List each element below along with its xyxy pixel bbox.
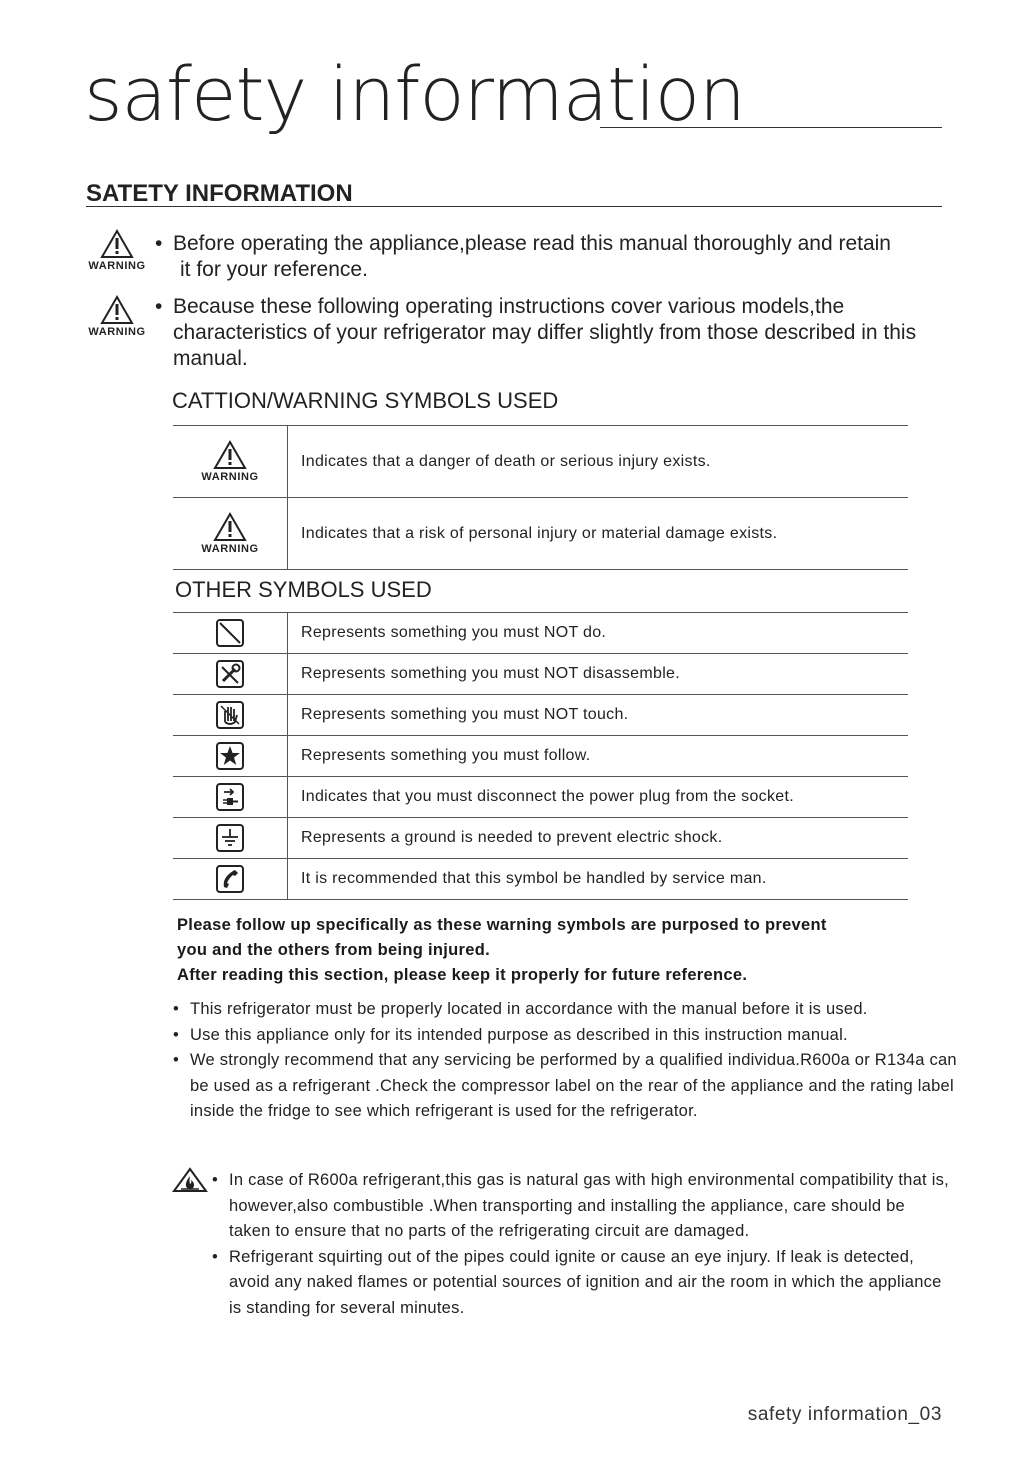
description-cell: Represents something you must NOT disassemble. (288, 654, 909, 695)
description-cell: Indicates that a risk of personal injury or material damage exists. (288, 498, 909, 570)
section-heading: SATETY INFORMATION (86, 180, 353, 207)
no-disassemble-icon (215, 659, 245, 689)
ground-icon (215, 823, 245, 853)
safety-bullets (172, 997, 962, 1125)
table-row (173, 736, 908, 777)
page-footer: safety information_03 (747, 1404, 942, 1425)
intro-item: • Before operating the appliance,please read this manual thoroughly and retain it for your reference. (155, 231, 975, 283)
flammable-warning-badge (172, 1167, 208, 1198)
title-rule (600, 127, 942, 128)
intro-line: manual. (173, 347, 248, 370)
description-cell: Represents a ground is needed to prevent electric shock. (288, 818, 909, 859)
list-item: • We strongly recommend that any servicing be performed by a qualified individua.R600a or R134a can be used as a refrigerant .Check the compressor label on the rear of the appliance and the rating label inside the fridge to see which refrigerant is used for the refrigerator. (172, 1048, 962, 1125)
warning-triangle-icon (213, 512, 247, 542)
table-row (173, 498, 908, 570)
warning-caption: WARNING (201, 471, 259, 483)
symbol-cell (173, 695, 288, 736)
unplug-icon (215, 782, 245, 812)
intro-line: it for your reference. (180, 258, 368, 281)
symbol-cell (173, 654, 288, 695)
table-row (173, 426, 908, 498)
flammable-bullets (211, 1168, 951, 1321)
warning-badge (84, 295, 150, 338)
table-row (173, 654, 908, 695)
note-line: you and the others from being injured. (177, 941, 490, 959)
table-row (173, 818, 908, 859)
page-title: safety information (84, 52, 745, 138)
intro-line: Because these following operating instructions cover various models,the (173, 295, 845, 318)
description-cell: It is recommended that this symbol be handled by service man. (288, 859, 909, 900)
warning-caption: WARNING (88, 326, 146, 338)
warning-badge (84, 229, 150, 272)
list-item: • In case of R600a refrigerant,this gas is natural gas with high environmental compatibility that is, however,also combustible .When transporting and installing the appliance, care should be taken to ensure that no parts of the refrigerating circuit are damaged. (211, 1168, 951, 1245)
symbol-cell (173, 777, 288, 818)
prohibited-icon (215, 618, 245, 648)
description-cell: Represents something you must NOT do. (288, 613, 909, 654)
flammable-warning-icon (172, 1167, 208, 1193)
list-item: • This refrigerator must be properly located in accordance with the manual before it is used. (172, 997, 962, 1023)
symbol-cell (173, 859, 288, 900)
intro-item: • Because these following operating instructions cover various models,the characteristics of your refrigerator may differ slightly from those described in this manual. (155, 294, 955, 372)
other-symbols-heading: OTHER SYMBOLS USED (175, 577, 432, 602)
warning-triangle-icon (100, 229, 134, 259)
service-phone-icon (215, 864, 245, 894)
warning-caption: WARNING (88, 260, 146, 272)
description-cell: Represents something you must NOT touch. (288, 695, 909, 736)
symbol-cell (173, 818, 288, 859)
warning-triangle-icon (100, 295, 134, 325)
other-symbols-table (173, 612, 908, 900)
table-row (173, 695, 908, 736)
symbol-cell (173, 736, 288, 777)
heading-rule (86, 206, 942, 207)
list-item: • Refrigerant squirting out of the pipes could ignite or cause an eye injury. If leak is detected, avoid any naked flames or potential sources of ignition and air the room in which the appliance is standing for several minutes. (211, 1245, 951, 1322)
intro-line: Before operating the appliance,please read this manual thoroughly and retain (173, 232, 891, 255)
list-item: • Use this appliance only for its intended purpose as described in this instruction manual. (172, 1023, 962, 1049)
warning-caption: WARNING (201, 543, 259, 555)
caution-heading: CATTION/WARNING SYMBOLS USED (172, 388, 559, 413)
symbol-cell (173, 426, 288, 498)
intro-line: characteristics of your refrigerator may differ slightly from those described in this (173, 321, 917, 344)
important-note (177, 913, 937, 988)
table-row (173, 777, 908, 818)
note-line: After reading this section, please keep it properly for future reference. (177, 966, 748, 984)
table-row (173, 859, 908, 900)
description-cell: Indicates that you must disconnect the power plug from the socket. (288, 777, 909, 818)
description-cell: Indicates that a danger of death or serious injury exists. (288, 426, 909, 498)
no-touch-icon (215, 700, 245, 730)
description-cell: Represents something you must follow. (288, 736, 909, 777)
symbol-cell (173, 498, 288, 570)
table-row (173, 613, 908, 654)
caution-symbols-table (173, 425, 908, 570)
symbol-cell (173, 613, 288, 654)
warning-triangle-icon (213, 440, 247, 470)
must-follow-icon (215, 741, 245, 771)
note-line: Please follow up specifically as these warning symbols are purposed to prevent (177, 916, 827, 934)
